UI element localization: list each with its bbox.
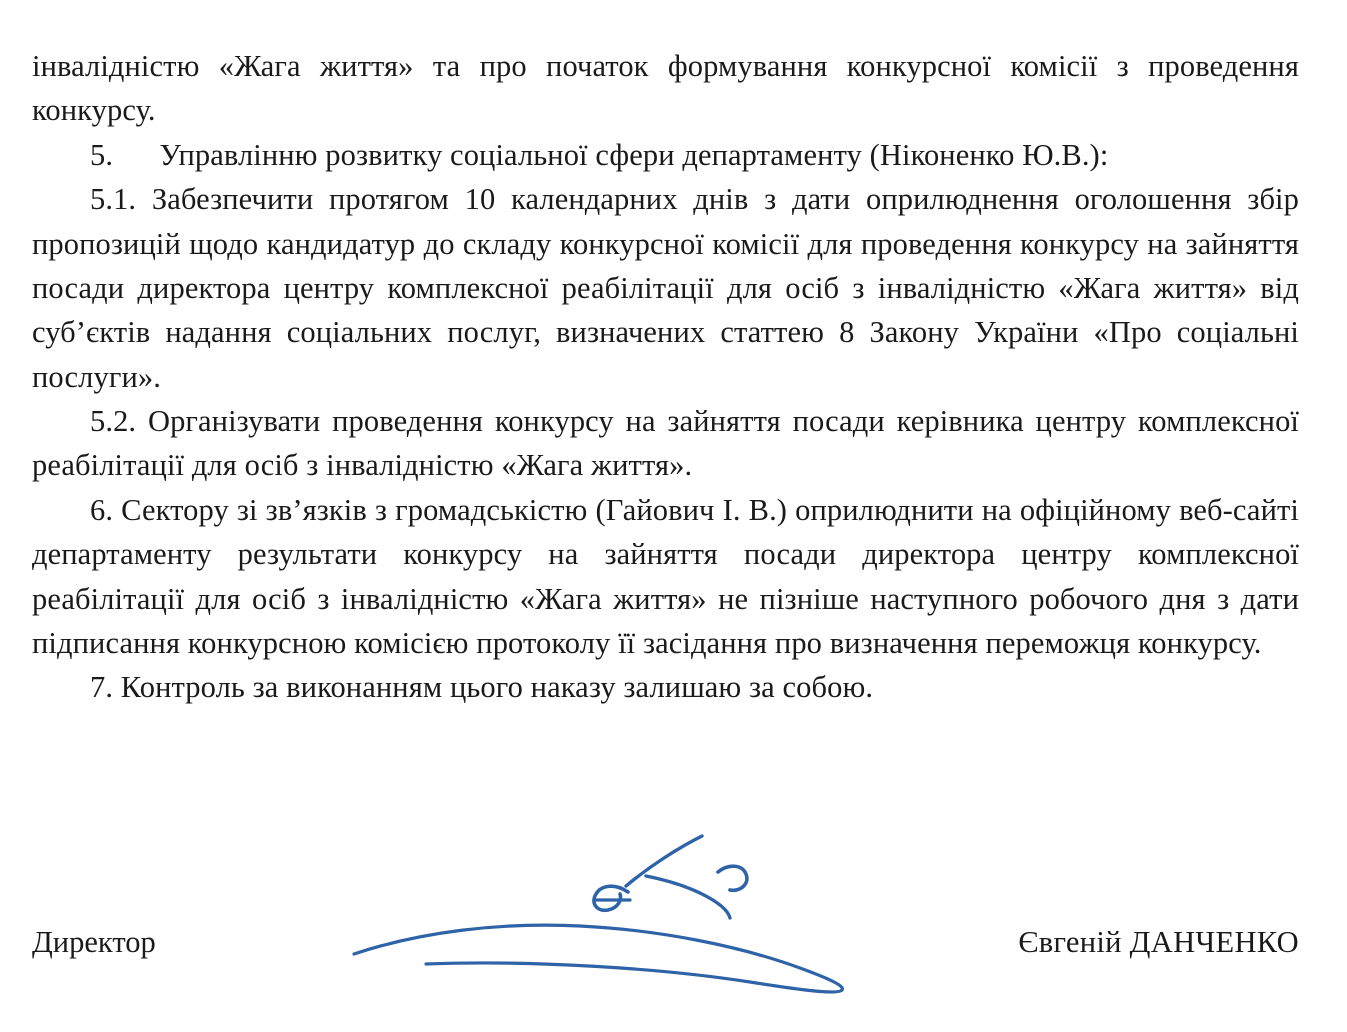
paragraph-item-5-1: 5.1. Забезпечити протягом 10 календарних днів з дати оприлюднення оголошення збір пропозицій щодо кандидатур до складу конкурсної комісії для проведення конкурсу на зайняття посади директора центру комплексної реабілітації для осіб з інвалідністю «Жага життя» від суб’єктів надання соціальних послуг, визначених статтею 8 Закону України «Про соціальні послуги». (32, 182, 1299, 394)
paragraph-item-6: 6. Сектору зі зв’язків з громадськістю (Гайович І. В.) оприлюднити на офіційному веб-сайті департаменту результати конкурсу на зайняття посади директора центру комплексної реабілітації для осіб з інвалідністю «Жага життя» не пізніше наступного робочого дня з дати підписання конкурсною комісією протоколу її засідання про визначення переможця конкурсу. (32, 492, 1299, 660)
paragraph-item-5: 5. Управлінню розвитку соціальної сфери департаменту (Ніконенко Ю.В.): (90, 137, 1109, 172)
handwritten-signature-icon (330, 814, 890, 1004)
paragraph-continuation: інвалідністю «Жага життя» та про початок формування конкурсної комісії з проведення конкурсу. (32, 49, 1299, 128)
signature-name: Євгеній ДАНЧЕНКО (1018, 925, 1299, 959)
document-body (32, 44, 1299, 710)
signature-role: Директор (32, 925, 156, 959)
paragraph-item-5-2: 5.2. Організувати проведення конкурсу на зайняття посади керівника центру комплексної реабілітації для осіб з інвалідністю «Жага життя». (32, 404, 1299, 483)
paragraph-item-7: 7. Контроль за виконанням цього наказу залишаю за собою. (90, 670, 874, 705)
signature-block (32, 925, 1299, 960)
